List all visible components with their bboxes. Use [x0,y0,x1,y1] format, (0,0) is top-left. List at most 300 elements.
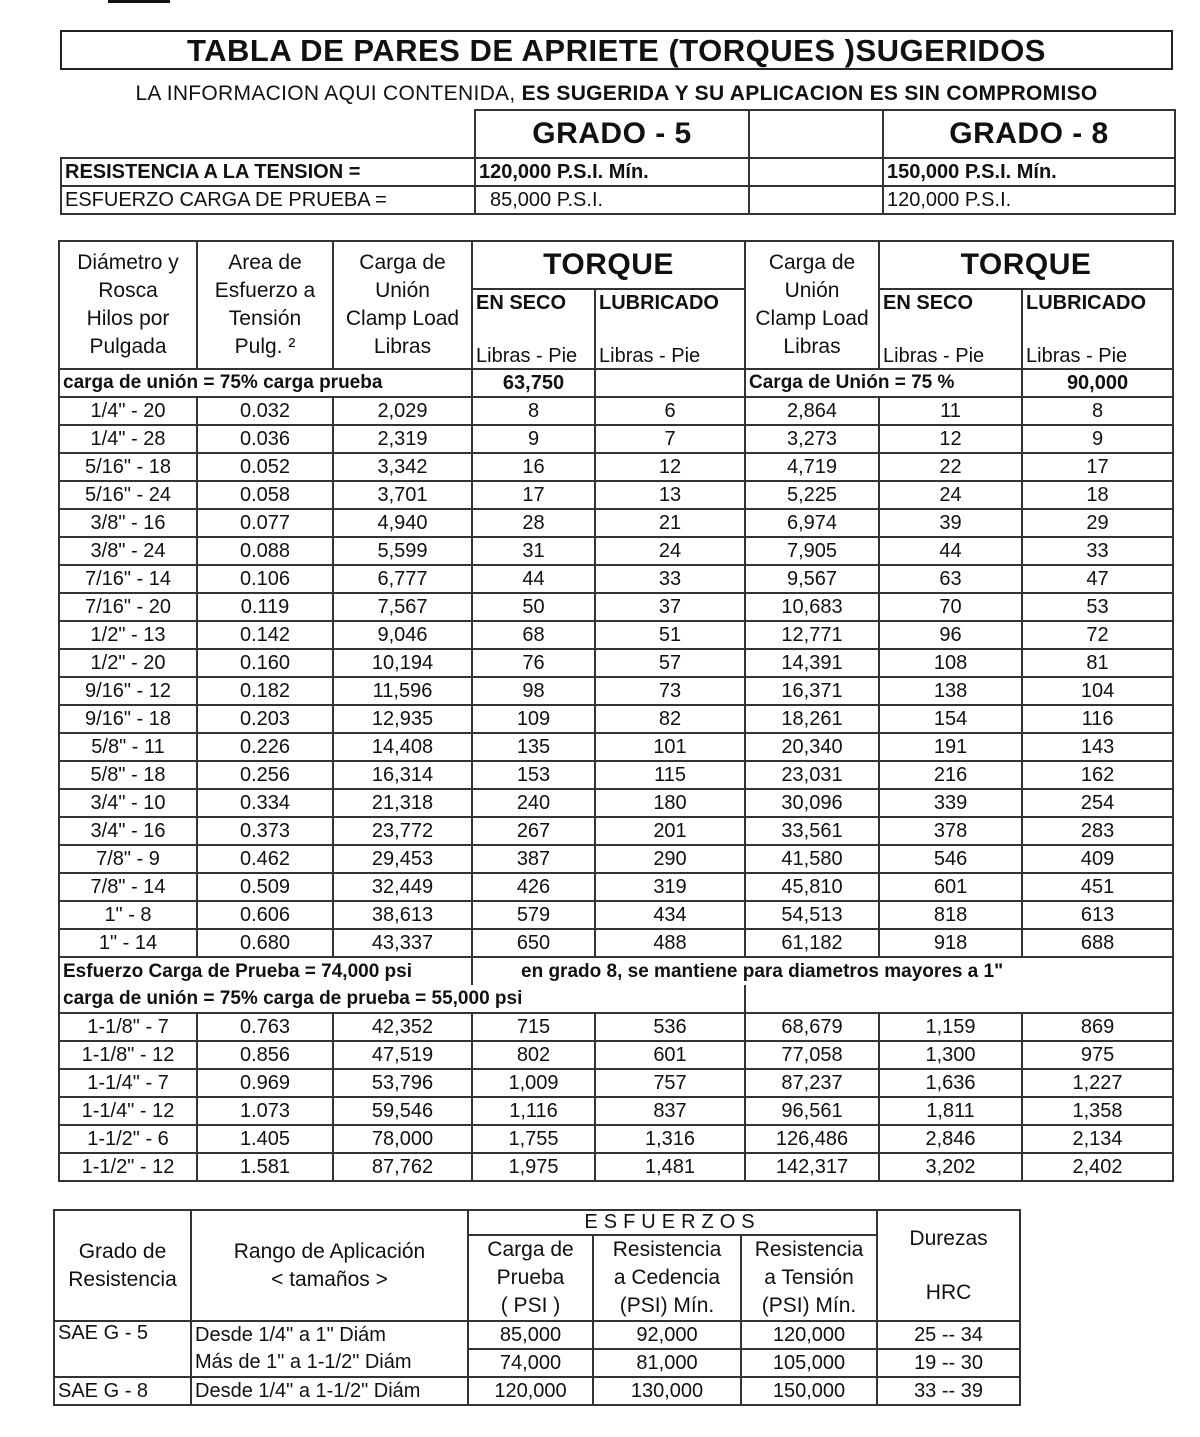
torque-dry-g8-cell: 96 [879,621,1022,649]
torque-lub-g8-cell: 33 [1022,537,1173,565]
header-range: Rango de Aplicación < tamaños > [191,1210,468,1321]
diameter-thread-cell: 1" - 14 [59,929,197,957]
stress-area-cell: 0.509 [197,873,333,901]
torque-lub-g8-cell: 613 [1022,901,1173,929]
table-row [59,1153,1173,1181]
torque-lub-g8-cell: 18 [1022,481,1173,509]
grade-5-label: GRADO - 5 [475,110,749,158]
stress-area-cell: 0.160 [197,649,333,677]
blank-cell [749,158,883,186]
subtitle [60,82,1173,106]
header-torque-g8: TORQUE [879,241,1173,289]
torque-lub-g8-cell: 869 [1022,1013,1173,1041]
torque-dry-g8-cell: 22 [879,453,1022,481]
torque-lub-g5-cell: 6 [595,397,745,425]
grade-8-label: GRADO - 8 [883,110,1175,158]
table-row [59,565,1173,593]
torque-lub-g5-cell: 12 [595,453,745,481]
clamp-load-g8-cell: 3,273 [745,425,879,453]
clamp-load-g5-cell: 11,596 [333,677,472,705]
torque-lub-g8-cell: 8 [1022,397,1173,425]
table-row [59,481,1173,509]
stress-area-cell: 0.763 [197,1013,333,1041]
torque-lub-g8-cell: 283 [1022,817,1173,845]
clamp-load-g8-cell: 87,237 [745,1069,879,1097]
clamp-load-g8-cell: 6,974 [745,509,879,537]
hardness-cell: 33 -- 39 [877,1377,1020,1405]
stress-area-cell: 0.052 [197,453,333,481]
clamp-load-g5-cell: 6,777 [333,565,472,593]
table-row [59,705,1173,733]
torque-lub-g8-cell: 116 [1022,705,1173,733]
table-row [59,453,1173,481]
clamp-load-g8-cell: 61,182 [745,929,879,957]
torque-lub-g8-cell: 409 [1022,845,1173,873]
torque-lub-g5-cell: 82 [595,705,745,733]
header-area: Area de Esfuerzo a Tensión Pulg. ² [197,241,333,369]
torque-dry-g5-cell: 579 [472,901,595,929]
clamp-load-g5-cell: 3,701 [333,481,472,509]
clamp-load-g8-cell: 16,371 [745,677,879,705]
clamp-load-g5-cell: 29,453 [333,845,472,873]
torque-lub-g8-cell: 975 [1022,1041,1173,1069]
torque-dry-g8-cell: 918 [879,929,1022,957]
torque-lub-g5-cell: 319 [595,873,745,901]
torque-lub-g5-cell: 51 [595,621,745,649]
clamp-load-g8-cell: 45,810 [745,873,879,901]
torque-lub-g5-cell: 101 [595,733,745,761]
torque-dry-g5-cell: 715 [472,1013,595,1041]
torque-dry-g8-cell: 1,159 [879,1013,1022,1041]
proof-cell: 74,000 [468,1349,593,1377]
torque-lub-g8-cell: 162 [1022,761,1173,789]
torque-lub-g8-cell: 9 [1022,425,1173,453]
grade-sae-g5: SAE G - 5 [54,1321,191,1377]
hardness-cell: 19 -- 30 [877,1349,1020,1377]
header-lub-g8: LUBRICADO [1022,289,1173,317]
grade-summary-table [60,109,1176,215]
section1-note-left: carga de unión = 75% carga prueba [59,369,472,397]
stress-area-cell: 0.969 [197,1069,333,1097]
torque-dry-g5-cell: 1,116 [472,1097,595,1125]
torque-dry-g5-cell: 98 [472,677,595,705]
torque-dry-g5-cell: 68 [472,621,595,649]
torque-dry-g8-cell: 44 [879,537,1022,565]
clamp-load-g8-cell: 9,567 [745,565,879,593]
blank-cell [595,369,745,397]
clamp-load-g5-cell: 21,318 [333,789,472,817]
section2-note-right: en grado 8, se mantiene para diametros mayores a 1" [472,957,1173,985]
proof-label: ESFUERZO CARGA DE PRUEBA = [61,186,475,214]
torque-dry-g8-cell: 818 [879,901,1022,929]
torque-lub-g5-cell: 1,481 [595,1153,745,1181]
clamp-load-g5-cell: 7,567 [333,593,472,621]
clamp-load-g5-cell: 47,519 [333,1041,472,1069]
grade-5-proof: 85,000 P.S.I. [475,186,749,214]
diameter-thread-cell: 5/8" - 11 [59,733,197,761]
table-row [59,397,1173,425]
torque-lub-g8-cell: 254 [1022,789,1173,817]
header-units-dry-g8: Libras - Pie [879,317,1022,369]
diameter-thread-cell: 1-1/8" - 7 [59,1013,197,1041]
clamp-load-g8-cell: 4,719 [745,453,879,481]
header-esfuerzos: ESFUERZOS [468,1210,877,1235]
yield-cell: 130,000 [593,1377,741,1405]
clamp-load-g8-cell: 18,261 [745,705,879,733]
torque-lub-g8-cell: 72 [1022,621,1173,649]
range-cell: Desde 1/4" a 1-1/2" Diám [191,1377,468,1405]
torque-dry-g5-cell: 1,975 [472,1153,595,1181]
torque-rows-small [59,397,1173,957]
torque-lub-g5-cell: 24 [595,537,745,565]
stress-area-cell: 0.203 [197,705,333,733]
header-dry-g5: EN SECO [472,289,595,317]
header-tensile: Resistencia a Tensión (PSI) Mín. [741,1235,877,1321]
clamp-load-g8-cell: 68,679 [745,1013,879,1041]
table-row [59,1069,1173,1097]
torque-dry-g5-cell: 9 [472,425,595,453]
torque-dry-g8-cell: 70 [879,593,1022,621]
torque-dry-g5-cell: 135 [472,733,595,761]
torque-lub-g8-cell: 53 [1022,593,1173,621]
stress-area-cell: 0.680 [197,929,333,957]
torque-dry-g5-cell: 1,009 [472,1069,595,1097]
proof-cell: 120,000 [468,1377,593,1405]
table-row [59,845,1173,873]
stress-area-cell: 0.142 [197,621,333,649]
torque-dry-g8-cell: 12 [879,425,1022,453]
stress-area-cell: 0.058 [197,481,333,509]
torque-dry-g5-cell: 650 [472,929,595,957]
stress-area-cell: 0.032 [197,397,333,425]
diameter-thread-cell: 9/16" - 18 [59,705,197,733]
torque-lub-g8-cell: 688 [1022,929,1173,957]
clamp-load-g5-cell: 59,546 [333,1097,472,1125]
torque-table [58,240,1174,1182]
diameter-thread-cell: 9/16" - 12 [59,677,197,705]
header-hardness: Durezas HRC [877,1210,1020,1321]
blank-cell [749,110,883,158]
diameter-thread-cell: 3/8" - 16 [59,509,197,537]
torque-dry-g8-cell: 1,811 [879,1097,1022,1125]
torque-dry-g5-cell: 44 [472,565,595,593]
clamp-load-g5-cell: 3,342 [333,453,472,481]
table-row [59,537,1173,565]
torque-lub-g5-cell: 1,316 [595,1125,745,1153]
clamp-load-g5-cell: 2,319 [333,425,472,453]
torque-dry-g8-cell: 339 [879,789,1022,817]
page-title: TABLA DE PARES DE APRIETE (TORQUES )SUGERIDOS [60,30,1173,70]
diameter-thread-cell: 1/2" - 13 [59,621,197,649]
header-lub-g5: LUBRICADO [595,289,745,317]
stress-area-cell: 0.119 [197,593,333,621]
diameter-thread-cell: 1-1/2" - 6 [59,1125,197,1153]
torque-dry-g5-cell: 28 [472,509,595,537]
torque-dry-g5-cell: 387 [472,845,595,873]
stress-area-cell: 0.088 [197,537,333,565]
table-row [59,593,1173,621]
torque-dry-g5-cell: 8 [472,397,595,425]
torque-lub-g8-cell: 47 [1022,565,1173,593]
clamp-load-g8-cell: 77,058 [745,1041,879,1069]
table-row [59,425,1173,453]
torque-dry-g5-cell: 426 [472,873,595,901]
header-clamp-g5: Carga de Unión Clamp Load Libras [333,241,472,369]
clamp-load-g5-cell: 10,194 [333,649,472,677]
torque-dry-g5-cell: 31 [472,537,595,565]
clamp-load-g8-cell: 7,905 [745,537,879,565]
section2-note-line2: carga de unión = 75% carga de prueba = 55,000 psi [59,985,745,1013]
proof-cell: 85,000 [468,1321,593,1349]
torque-lub-g8-cell: 1,227 [1022,1069,1173,1097]
torque-lub-g8-cell: 2,134 [1022,1125,1173,1153]
subtitle-normal: LA INFORMACION AQUI CONTENIDA, [135,82,516,105]
torque-dry-g8-cell: 138 [879,677,1022,705]
torque-dry-g8-cell: 11 [879,397,1022,425]
torque-lub-g5-cell: 13 [595,481,745,509]
clamp-load-g5-cell: 32,449 [333,873,472,901]
grades-stress-table [53,1209,1021,1406]
torque-dry-g5-cell: 240 [472,789,595,817]
torque-lub-g5-cell: 488 [595,929,745,957]
header-diameter: Diámetro y Rosca Hilos por Pulgada [59,241,197,369]
grade-8-tension: 150,000 P.S.I. Mín. [883,158,1175,186]
table-row [59,733,1173,761]
torque-dry-g8-cell: 3,202 [879,1153,1022,1181]
grade-8-proof: 120,000 P.S.I. [883,186,1175,214]
torque-dry-g5-cell: 153 [472,761,595,789]
table-row [59,621,1173,649]
grade-5-tension: 120,000 P.S.I. Mín. [475,158,749,186]
stress-area-cell: 1.581 [197,1153,333,1181]
header-units-dry-g5: Libras - Pie [472,317,595,369]
yield-cell: 81,000 [593,1349,741,1377]
blank-cell [749,186,883,214]
torque-dry-g8-cell: 378 [879,817,1022,845]
torque-lub-g8-cell: 2,402 [1022,1153,1173,1181]
table-row [59,649,1173,677]
clamp-load-g5-cell: 9,046 [333,621,472,649]
table-row [59,1097,1173,1125]
table-row [59,677,1173,705]
grade-sae-g8: SAE G - 8 [54,1377,191,1405]
table-row [59,761,1173,789]
torque-dry-g8-cell: 1,300 [879,1041,1022,1069]
diameter-thread-cell: 1/2" - 20 [59,649,197,677]
table-row [59,901,1173,929]
torque-dry-g8-cell: 2,846 [879,1125,1022,1153]
range-cell: Desde 1/4" a 1" Diám [191,1321,468,1349]
clamp-load-g8-cell: 20,340 [745,733,879,761]
torque-lub-g5-cell: 57 [595,649,745,677]
diameter-thread-cell: 5/16" - 24 [59,481,197,509]
range-cell: Más de 1" a 1-1/2" Diám [191,1349,468,1377]
torque-lub-g5-cell: 434 [595,901,745,929]
subtitle-bold: ES SUGERIDA Y SU APLICACION ES SIN COMPROMISO [515,82,1098,105]
torque-dry-g8-cell: 546 [879,845,1022,873]
torque-dry-g8-cell: 63 [879,565,1022,593]
clamp-load-g5-cell: 12,935 [333,705,472,733]
table-row [59,509,1173,537]
torque-lub-g5-cell: 536 [595,1013,745,1041]
diameter-thread-cell: 1-1/2" - 12 [59,1153,197,1181]
diameter-thread-cell: 7/16" - 20 [59,593,197,621]
stress-area-cell: 0.256 [197,761,333,789]
torque-lub-g5-cell: 201 [595,817,745,845]
diameter-thread-cell: 1/4" - 20 [59,397,197,425]
table-row [59,1125,1173,1153]
table-row [59,789,1173,817]
clamp-load-g8-cell: 30,096 [745,789,879,817]
top-mark [108,0,170,3]
clamp-load-g8-cell: 54,513 [745,901,879,929]
torque-lub-g5-cell: 290 [595,845,745,873]
clamp-load-g8-cell: 33,561 [745,817,879,845]
tensile-cell: 120,000 [741,1321,877,1349]
table-row [59,1013,1173,1041]
diameter-thread-cell: 5/8" - 18 [59,761,197,789]
stress-area-cell: 0.182 [197,677,333,705]
hardness-cell: 25 -- 34 [877,1321,1020,1349]
clamp-load-g5-cell: 4,940 [333,509,472,537]
clamp-load-g8-cell: 23,031 [745,761,879,789]
torque-dry-g8-cell: 1,636 [879,1069,1022,1097]
clamp-load-g5-cell: 78,000 [333,1125,472,1153]
diameter-thread-cell: 1/4" - 28 [59,425,197,453]
stress-area-cell: 1.405 [197,1125,333,1153]
torque-lub-g5-cell: 7 [595,425,745,453]
header-units-lub-g8: Libras - Pie [1022,317,1173,369]
header-clamp-g8: Carga de Unión Clamp Load Libras [745,241,879,369]
stress-area-cell: 0.077 [197,509,333,537]
clamp-load-g5-cell: 23,772 [333,817,472,845]
diameter-thread-cell: 3/4" - 10 [59,789,197,817]
torque-lub-g5-cell: 837 [595,1097,745,1125]
torque-dry-g5-cell: 109 [472,705,595,733]
torque-dry-g8-cell: 216 [879,761,1022,789]
stress-area-cell: 0.036 [197,425,333,453]
diameter-thread-cell: 5/16" - 18 [59,453,197,481]
clamp-load-g8-cell: 142,317 [745,1153,879,1181]
torque-lub-g5-cell: 601 [595,1041,745,1069]
clamp-load-g5-cell: 5,599 [333,537,472,565]
torque-lub-g8-cell: 451 [1022,873,1173,901]
clamp-load-g8-cell: 5,225 [745,481,879,509]
blank-cell [61,110,475,158]
table-row [59,929,1173,957]
diameter-thread-cell: 1-1/8" - 12 [59,1041,197,1069]
torque-dry-g5-cell: 16 [472,453,595,481]
clamp-load-g5-cell: 2,029 [333,397,472,425]
diameter-thread-cell: 3/8" - 24 [59,537,197,565]
clamp-load-g8-cell: 14,391 [745,649,879,677]
tensile-cell: 150,000 [741,1377,877,1405]
torque-lub-g5-cell: 73 [595,677,745,705]
section1-note-right: Carga de Unión = 75 % [745,369,1022,397]
torque-lub-g5-cell: 33 [595,565,745,593]
tension-label: RESISTENCIA A LA TENSION = [61,158,475,186]
stress-area-cell: 0.606 [197,901,333,929]
diameter-thread-cell: 1-1/4" - 7 [59,1069,197,1097]
torque-dry-g8-cell: 108 [879,649,1022,677]
blank-cell [745,985,1173,1013]
yield-cell: 92,000 [593,1321,741,1349]
clamp-load-g5-cell: 43,337 [333,929,472,957]
torque-rows-large [59,1013,1173,1181]
clamp-load-g8-cell: 96,561 [745,1097,879,1125]
torque-lub-g8-cell: 81 [1022,649,1173,677]
stress-area-cell: 0.462 [197,845,333,873]
clamp-load-g5-cell: 38,613 [333,901,472,929]
header-grade: Grado de Resistencia [54,1210,191,1321]
table-row [59,873,1173,901]
stress-area-cell: 0.226 [197,733,333,761]
clamp-load-g8-cell: 2,864 [745,397,879,425]
torque-lub-g5-cell: 180 [595,789,745,817]
stress-area-cell: 0.334 [197,789,333,817]
torque-lub-g5-cell: 21 [595,509,745,537]
clamp-load-g5-cell: 14,408 [333,733,472,761]
torque-lub-g5-cell: 757 [595,1069,745,1097]
header-proof-load: Carga de Prueba ( PSI ) [468,1235,593,1321]
diameter-thread-cell: 3/4" - 16 [59,817,197,845]
diameter-thread-cell: 7/16" - 14 [59,565,197,593]
torque-lub-g8-cell: 1,358 [1022,1097,1173,1125]
section2-note-left: Esfuerzo Carga de Prueba = 74,000 psi [59,957,472,985]
clamp-load-g5-cell: 87,762 [333,1153,472,1181]
table-row [59,1041,1173,1069]
torque-dry-g8-cell: 24 [879,481,1022,509]
torque-dry-g5-cell: 17 [472,481,595,509]
diameter-thread-cell: 7/8" - 9 [59,845,197,873]
torque-dry-g8-cell: 39 [879,509,1022,537]
stress-area-cell: 1.073 [197,1097,333,1125]
clamp-load-g5-cell: 42,352 [333,1013,472,1041]
header-dry-g8: EN SECO [879,289,1022,317]
diameter-thread-cell: 1" - 8 [59,901,197,929]
clamp-load-g8-cell: 41,580 [745,845,879,873]
header-torque-g5: TORQUE [472,241,745,289]
torque-lub-g8-cell: 143 [1022,733,1173,761]
torque-dry-g8-cell: 601 [879,873,1022,901]
torque-lub-g8-cell: 17 [1022,453,1173,481]
tensile-cell: 105,000 [741,1349,877,1377]
torque-dry-g5-cell: 802 [472,1041,595,1069]
header-units-lub-g5: Libras - Pie [595,317,745,369]
torque-dry-g5-cell: 1,755 [472,1125,595,1153]
clamp-load-g5-cell: 53,796 [333,1069,472,1097]
stress-area-cell: 0.856 [197,1041,333,1069]
torque-lub-g5-cell: 37 [595,593,745,621]
torque-lub-g8-cell: 104 [1022,677,1173,705]
stress-area-cell: 0.373 [197,817,333,845]
torque-dry-g8-cell: 154 [879,705,1022,733]
table-row [59,817,1173,845]
torque-dry-g5-cell: 267 [472,817,595,845]
clamp-load-g8-cell: 10,683 [745,593,879,621]
diameter-thread-cell: 1-1/4" - 12 [59,1097,197,1125]
torque-lub-g8-cell: 29 [1022,509,1173,537]
clamp-load-g8-cell: 12,771 [745,621,879,649]
section1-g5-value: 63,750 [472,369,595,397]
torque-dry-g5-cell: 76 [472,649,595,677]
header-yield: Resistencia a Cedencia (PSI) Mín. [593,1235,741,1321]
torque-dry-g5-cell: 50 [472,593,595,621]
section1-g8-value: 90,000 [1022,369,1173,397]
clamp-load-g8-cell: 126,486 [745,1125,879,1153]
torque-dry-g8-cell: 191 [879,733,1022,761]
stress-area-cell: 0.106 [197,565,333,593]
